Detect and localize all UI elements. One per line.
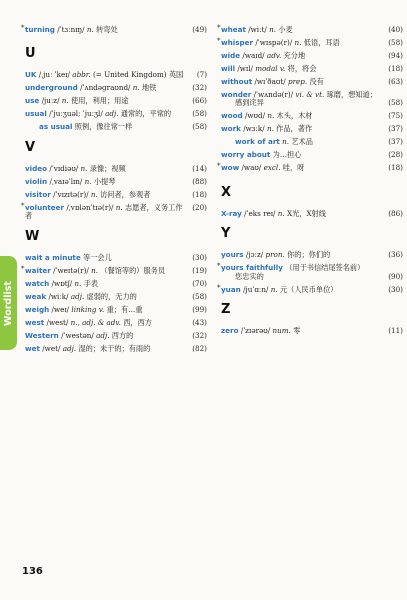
translation: 转弯处	[96, 25, 118, 34]
headword: wow	[221, 163, 240, 173]
word-entry	[25, 84, 207, 92]
part-of-speech: n.	[91, 265, 99, 275]
word-entry-continuation	[221, 273, 403, 281]
translation: 西方的	[111, 330, 134, 340]
section-letter-v: V	[25, 139, 36, 155]
entry-list	[221, 327, 403, 335]
part-of-speech: n.	[86, 25, 94, 34]
page-ref: (58)	[388, 38, 403, 47]
word-entry	[25, 293, 207, 301]
word-entry	[217, 283, 403, 294]
phonetic: /ˈeks reɪ/	[244, 208, 276, 218]
translation: 元（人民币单位）	[279, 284, 338, 294]
new-word-star-icon: *	[217, 162, 221, 171]
phonetic: /wet/	[42, 343, 61, 353]
headword: weigh	[25, 304, 50, 314]
page-ref: (66)	[192, 96, 207, 106]
word-entry	[221, 210, 403, 218]
page-ref: (49)	[192, 25, 207, 34]
part-of-speech: n.	[74, 278, 82, 288]
page-ref: (18)	[388, 163, 403, 173]
word-entry	[221, 327, 403, 335]
part-of-speech: n.	[132, 83, 140, 93]
word-entry	[217, 162, 403, 173]
headword: X-ray	[221, 208, 242, 218]
entry-list	[21, 24, 207, 34]
translation: 将，将会	[287, 64, 317, 73]
translation: X光，X射线	[287, 208, 326, 218]
right-column	[217, 24, 403, 340]
phonetic: /ˈweɪtə(r)/	[53, 265, 89, 275]
phonetic: /ˈwestən/	[61, 330, 94, 340]
headword: work	[221, 124, 241, 134]
headword: video	[25, 163, 48, 173]
translation: 琢磨，想知道；	[326, 90, 377, 99]
page-ref: (11)	[388, 326, 403, 336]
page-ref: (28)	[388, 150, 403, 160]
section-letter-y: Y	[221, 226, 231, 242]
page-ref: (58)	[192, 291, 207, 301]
page-ref: (19)	[192, 265, 207, 275]
phonetic: /weɪ/	[51, 304, 70, 314]
headword: west	[25, 317, 45, 327]
page-ref: (37)	[388, 137, 403, 147]
new-word-star-icon: *	[217, 24, 221, 32]
headword: yuan	[221, 284, 241, 294]
word-entry	[221, 112, 403, 120]
word-entry	[25, 254, 207, 262]
headword: yours faithfully	[221, 263, 283, 273]
part-of-speech: adj.	[70, 291, 85, 301]
part-of-speech: prep.	[287, 77, 308, 86]
part-of-speech: adv.	[266, 51, 282, 60]
part-of-speech: linking v.	[71, 304, 105, 314]
headword: turning	[25, 25, 55, 34]
translation: 等一会儿	[83, 252, 112, 262]
phonetic: /wɒtʃ/	[51, 278, 73, 288]
new-word-star-icon: *	[217, 37, 221, 45]
entry-list	[217, 250, 403, 294]
wordlist-side-tab	[0, 256, 17, 350]
page-ref: (36)	[388, 250, 403, 260]
headword: Western	[25, 330, 59, 340]
headword: yours	[221, 250, 244, 260]
phonetic: /wʊd/	[244, 111, 266, 121]
phonetic: /ˌvɒlənˈtɪə(r)/	[66, 202, 114, 212]
entry-list	[221, 210, 403, 218]
page-ref: (32)	[192, 330, 207, 340]
page-ref: (63)	[388, 77, 403, 86]
part-of-speech: n.	[277, 208, 285, 218]
page-ref: (32)	[192, 83, 207, 93]
part-of-speech: n.	[61, 96, 69, 106]
part-of-speech: n.	[294, 38, 302, 47]
translation: 低语，耳语	[303, 38, 340, 47]
page-ref: (90)	[388, 271, 403, 281]
phonetic: /ˈvɪzɪtə(r)/	[53, 189, 89, 199]
translation: 哇，呀	[282, 163, 305, 173]
phonetic: /ˈjuːʒuəl; ˈjuːʒl/	[49, 109, 103, 119]
headword: zero	[221, 326, 239, 336]
new-word-star-icon: *	[21, 24, 25, 32]
headword: volunteer	[25, 202, 65, 212]
phonetic: /wɪl/	[237, 64, 253, 73]
translation: 西，西方	[123, 317, 152, 327]
headword: use	[25, 96, 40, 106]
part-of-speech: adj.	[105, 109, 119, 119]
phonetic: /jɔːz/	[245, 250, 264, 260]
part-of-speech: adj.	[96, 330, 110, 340]
headword: will	[221, 64, 236, 73]
translation: 通常的，平常的	[120, 109, 172, 119]
translation: 使用，利用；用途	[71, 96, 129, 106]
translation: 您忠实的	[235, 271, 264, 281]
translation: 为…担心	[272, 150, 302, 160]
entry-list	[21, 163, 207, 221]
section-letter-w: W	[25, 228, 40, 244]
headword: violin	[25, 176, 48, 186]
phonetic: /wɜːk/	[243, 124, 265, 134]
phonetic: /waʊ/	[241, 163, 262, 173]
word-entry-continuation	[221, 99, 403, 107]
word-entry	[21, 264, 207, 275]
page-ref: (40)	[388, 25, 403, 34]
entry-list	[25, 71, 207, 131]
translation: （用于书信结尾签名前）	[285, 263, 365, 273]
word-entry	[221, 138, 403, 146]
page-ref: (58)	[192, 109, 207, 119]
new-word-star-icon: *	[217, 262, 221, 271]
new-word-star-icon: *	[21, 201, 25, 210]
phonetic: /west/	[46, 317, 69, 327]
translation: 没有	[309, 77, 324, 86]
headword: without	[221, 77, 253, 86]
headword: visitor	[25, 189, 51, 199]
translation: 小提琴	[93, 176, 116, 186]
translation: 志愿者，义务工作者	[25, 202, 183, 221]
headword: watch	[25, 278, 50, 288]
page-ref: (30)	[192, 252, 207, 262]
page-ref: (86)	[388, 208, 403, 218]
translation: 地铁	[142, 83, 157, 93]
part-of-speech: num.	[272, 326, 291, 336]
word-entry	[21, 201, 207, 221]
translation: 湿的；未干的；有雨的	[78, 343, 151, 353]
phonetic: /wiːk/	[48, 291, 69, 301]
headword: waiter	[25, 265, 51, 275]
translation: 虚弱的，无力的	[86, 291, 137, 301]
phonetic: /wiːt/	[248, 25, 267, 34]
headword: worry about	[221, 150, 271, 160]
part-of-speech: excl.	[263, 163, 281, 173]
phonetic: /ˈwʌndə(r)/	[253, 90, 294, 99]
word-entry	[21, 24, 207, 34]
word-entry	[25, 191, 207, 199]
headword: UK	[25, 70, 37, 80]
word-entry	[217, 24, 403, 34]
part-of-speech: n.	[270, 284, 278, 294]
headword: usual	[25, 109, 47, 119]
page-ref: (18)	[388, 64, 403, 73]
page-ref: (43)	[192, 317, 207, 327]
translation: 木头，木材	[276, 111, 313, 121]
phonetic: /waɪd/	[242, 51, 265, 60]
phonetic: /ˈzɪərəʊ/	[240, 326, 271, 336]
part-of-speech: n.	[84, 176, 92, 186]
section-letter-u: U	[25, 46, 36, 62]
page-ref: (37)	[388, 124, 403, 134]
part-of-speech: n., adj. & adv.	[70, 317, 121, 327]
headword: whisper	[221, 38, 254, 47]
page-ref: (20)	[192, 202, 207, 212]
entry-list	[21, 252, 207, 353]
translation: 艺术品	[291, 137, 313, 147]
translation: 小麦	[278, 25, 293, 34]
page-ref: (99)	[192, 304, 207, 314]
word-entry	[25, 345, 207, 353]
translation: 录像；视频	[89, 163, 126, 173]
translation: 手表	[83, 278, 98, 288]
phonetic: /juːz/	[41, 96, 60, 106]
new-word-star-icon: *	[21, 264, 25, 273]
phonetic: /ˈʌndəɡraʊnd/	[80, 83, 131, 93]
section-letter-z: Z	[221, 302, 231, 318]
page-ref: (94)	[388, 51, 403, 60]
phonetic: /ˈtɜːnɪŋ/	[57, 25, 85, 34]
headword: work of art	[235, 137, 280, 147]
word-entry	[25, 123, 207, 131]
part-of-speech: n.	[115, 202, 123, 212]
page-ref: (30)	[388, 284, 403, 294]
part-of-speech: n.	[282, 137, 290, 147]
translation: 作品，著作	[276, 124, 313, 134]
word-entry	[25, 178, 207, 186]
new-word-star-icon: *	[217, 283, 221, 292]
word-entry	[25, 306, 207, 314]
phonetic: /ˌvaɪəˈlɪn/	[49, 176, 83, 186]
page-ref: (75)	[388, 111, 403, 121]
page-ref: (18)	[192, 189, 207, 199]
phonetic: /juˈɑːn/	[243, 284, 269, 294]
headword: wide	[221, 51, 241, 60]
section-letter-x: X	[221, 184, 232, 200]
headword: wonder	[221, 90, 252, 99]
phonetic: /wɪˈðaʊt/	[254, 77, 286, 86]
word-entry	[221, 251, 403, 259]
phonetic: /ˈvɪdiəʊ/	[49, 163, 79, 173]
page-ref: (82)	[192, 343, 207, 353]
headword: wheat	[221, 25, 246, 34]
phonetic: /ˈwɪspə(r)/	[255, 38, 293, 47]
headword: wood	[221, 111, 243, 121]
translation: 照例，像往常一样	[74, 122, 133, 132]
part-of-speech: abbr.	[72, 70, 91, 80]
translation: 重；有…重	[106, 304, 143, 314]
word-entry	[25, 165, 207, 173]
word-entry	[221, 125, 403, 133]
word-entry	[25, 280, 207, 288]
headword: underground	[25, 83, 78, 93]
page-ref: (14)	[192, 163, 207, 173]
word-entry	[221, 52, 403, 60]
part-of-speech: n.	[267, 111, 275, 121]
word-entry	[221, 65, 403, 73]
part-of-speech: n.	[80, 163, 88, 173]
page-number: 136	[22, 566, 43, 577]
translation: 你的；你们的	[287, 250, 331, 260]
part-of-speech: n.	[266, 124, 274, 134]
part-of-speech: n.	[90, 189, 98, 199]
word-entry	[25, 71, 207, 79]
page-ref: (88)	[192, 176, 207, 186]
word-entry	[217, 37, 403, 47]
headword: weak	[25, 291, 47, 301]
translation: （餐馆等的）服务员	[100, 265, 166, 275]
word-entry	[221, 78, 403, 86]
entry-list	[217, 24, 403, 173]
part-of-speech: modal v.	[255, 64, 286, 73]
translation: 充分地	[283, 51, 306, 60]
translation: 感到诧异	[235, 98, 264, 108]
phonetic: /ˌjuː ˈkeɪ/	[38, 70, 70, 80]
page-ref: (58)	[192, 122, 207, 132]
word-entry	[25, 332, 207, 340]
word-entry	[25, 97, 207, 105]
headword: wait a minute	[25, 252, 81, 262]
page-ref: (58)	[388, 98, 403, 108]
headword: as usual	[39, 122, 73, 132]
part-of-speech: vi. & vt.	[295, 90, 325, 99]
part-of-speech: n.	[269, 25, 277, 34]
page-ref: (7)	[196, 70, 207, 80]
translation: (= United Kingdom) 英国	[93, 70, 184, 80]
part-of-speech: adj.	[62, 343, 77, 353]
left-column	[21, 24, 207, 358]
translation: 零	[293, 326, 301, 336]
side-tab-label: Wordlist	[3, 280, 14, 326]
headword: wet	[25, 343, 40, 353]
part-of-speech: pron.	[265, 250, 285, 260]
word-entry	[25, 110, 207, 118]
translation: 访问者，参观者	[100, 189, 151, 199]
word-entry	[221, 151, 403, 159]
page-ref: (70)	[192, 278, 207, 288]
word-entry	[25, 319, 207, 327]
